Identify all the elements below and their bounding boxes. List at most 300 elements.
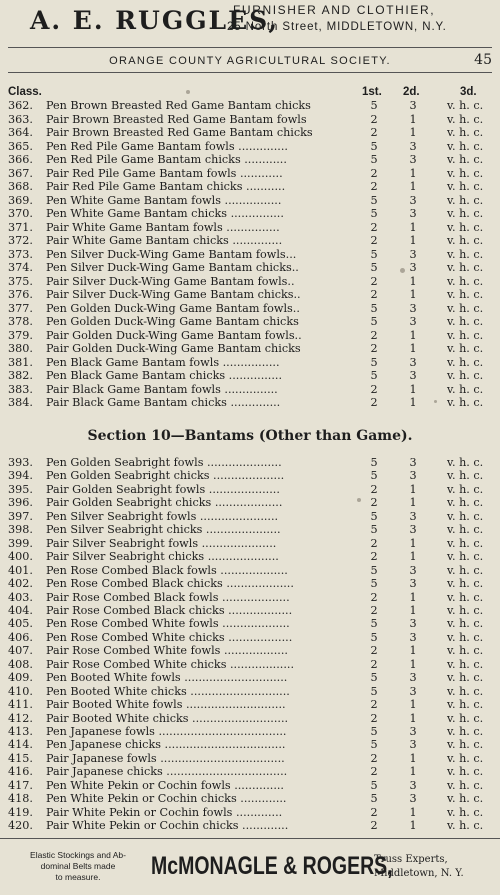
third-premium: v. h. c. [447,805,484,819]
footer-rule [0,838,500,839]
class-description: Pen White Pekin or Cochin fowls .............. [46,778,284,792]
second-premium: 3 [409,207,417,220]
second-premium: 3 [409,469,417,483]
class-number: 402. [8,577,33,591]
second-premium: 1 [409,536,417,550]
third-premium: v. h. c. [447,469,484,483]
class-entry-row [0,510,500,523]
third-premium: v. h. c. [447,617,484,631]
class-description: Pen Brown Breasted Red Game Bantam chicks [46,99,311,112]
first-premium: 2 [370,220,378,234]
first-premium: 2 [370,328,378,342]
third-premium: v. h. c. [447,657,484,671]
class-number: 408. [8,657,33,671]
class-description: Pair Rose Combed Black chicks .................. [46,603,293,617]
class-description: Pen White Pekin or Cochin chicks ............. [46,792,287,806]
third-premium: v. h. c. [447,369,484,382]
second-premium: 3 [409,738,417,752]
class-description: Pair Golden Seabright fowls .................... [46,482,280,496]
class-entry-row [0,369,500,382]
class-entry-row [0,564,500,577]
second-premium: 3 [409,247,417,261]
third-premium: v. h. c. [447,819,484,833]
second-premium: 3 [409,563,417,577]
footer-ad-left-line2: dominal Belts made [40,861,116,871]
first-premium: 5 [370,671,378,685]
class-entry-row [0,194,500,207]
class-number: 420. [8,819,33,833]
first-premium: 2 [370,805,378,819]
first-premium: 2 [370,126,378,139]
third-premium: v. h. c. [447,509,484,523]
third-premium: v. h. c. [447,778,484,792]
society-rule [8,72,492,73]
class-description: Pen Japanese chicks .................................. [46,738,286,752]
third-premium: v. h. c. [447,99,484,112]
second-premium: 1 [409,328,417,342]
class-entry-row [0,383,500,396]
class-entry-row [0,221,500,234]
first-premium: 2 [370,550,378,564]
class-description: Pair Rose Combed White chicks .................. [46,657,295,671]
advertiser-address: 25 North Street, MIDDLETOWN, N.Y. [227,21,447,33]
class-number: 368. [8,180,33,193]
third-premium: v. h. c. [447,644,484,658]
class-entry-row [0,342,500,355]
class-entry-row [0,126,500,139]
class-description: Pen Booted White chicks ............................ [46,684,290,698]
second-premium: 3 [409,139,417,153]
class-number: 411. [8,698,33,712]
third-premium: v. h. c. [447,711,484,725]
column-header-second: 2d. [403,86,420,98]
first-premium: 5 [370,523,378,537]
class-description: Pair Golden Seabright chicks ................... [46,496,283,510]
class-number: 373. [8,247,33,261]
first-premium: 2 [370,274,378,288]
ink-speck [400,268,405,273]
class-entry-row [0,113,500,126]
third-premium: v. h. c. [447,671,484,685]
footer-ad-left-line1: Elastic Stockings and Ab- [30,850,126,860]
second-premium: 1 [409,234,417,247]
first-premium: 5 [370,738,378,752]
class-entry-row [0,153,500,166]
second-premium: 1 [409,274,417,288]
second-premium: 3 [409,153,417,166]
third-premium: v. h. c. [447,765,484,779]
second-premium: 1 [409,180,417,193]
class-number: 364. [8,126,33,139]
second-premium: 1 [409,657,417,671]
first-premium: 5 [370,247,378,261]
class-description: Pair Black Game Bantam chicks .............. [46,396,281,409]
second-premium: 3 [409,630,417,644]
third-premium: v. h. c. [447,698,484,712]
class-number: 415. [8,751,33,765]
class-description: Pen Silver Duck-Wing Game Bantam chicks.. [46,261,299,274]
first-premium: 5 [370,261,378,274]
third-premium: v. h. c. [447,738,484,752]
third-premium: v. h. c. [447,496,484,510]
ink-speck [186,90,190,94]
first-premium: 2 [370,819,378,833]
third-premium: v. h. c. [447,603,484,617]
second-premium: 1 [409,765,417,779]
third-premium: v. h. c. [447,234,484,247]
first-premium: 2 [370,751,378,765]
class-number: 403. [8,590,33,604]
second-premium: 1 [409,396,417,409]
first-premium: 2 [370,536,378,550]
first-premium: 2 [370,644,378,658]
first-premium: 2 [370,288,378,301]
second-premium: 3 [409,523,417,537]
class-description: Pen White Game Bantam chicks ............... [46,207,284,220]
second-premium: 1 [409,550,417,564]
class-entry-row [0,356,500,369]
first-premium: 2 [370,342,378,355]
class-description: Pen Silver Seabright fowls ...................... [46,509,279,523]
ink-speck [434,400,437,403]
class-entry-row [0,275,500,288]
class-description: Pen Red Pile Game Bantam chicks ............ [46,153,287,166]
class-description: Pair Booted White fowls ............................ [46,698,286,712]
first-premium: 5 [370,369,378,382]
third-premium: v. h. c. [447,725,484,738]
third-premium: v. h. c. [447,193,484,207]
third-premium: v. h. c. [447,166,484,180]
class-entry-row [0,496,500,509]
class-entry-row [0,698,500,711]
first-premium: 5 [370,469,378,483]
first-premium: 5 [370,617,378,631]
class-entry-row [0,302,500,315]
class-description: Pen Red Pile Game Bantam fowls .............. [46,139,288,153]
class-description: Pen Golden Duck-Wing Game Bantam chicks [46,315,299,328]
class-entry-row [0,234,500,247]
class-number: 375. [8,274,33,288]
first-premium: 5 [370,630,378,644]
class-entry-row [0,396,500,409]
class-entry-row [0,523,500,536]
class-description: Pen Black Game Bantam chicks ............... [46,369,283,382]
class-entry-row [0,315,500,328]
third-premium: v. h. c. [447,288,484,301]
column-header-first: 1st. [362,86,382,98]
class-number: 372. [8,234,33,247]
first-premium: 5 [370,355,378,369]
class-entry-row [0,685,500,698]
class-number: 383. [8,382,33,396]
second-premium: 3 [409,369,417,382]
second-premium: 1 [409,711,417,725]
class-entry-row [0,99,500,112]
third-premium: v. h. c. [447,315,484,328]
second-premium: 3 [409,509,417,523]
class-number: 370. [8,207,33,220]
class-number: 395. [8,482,33,496]
first-premium: 2 [370,382,378,396]
society-title: ORANGE COUNTY AGRICULTURAL SOCIETY. [109,55,391,67]
first-premium: 2 [370,698,378,712]
class-description: Pair Booted White chicks ........................... [46,711,289,725]
first-premium: 5 [370,684,378,698]
class-number: 376. [8,288,33,301]
third-premium: v. h. c. [447,153,484,166]
class-description: Pair Silver Seabright chicks .................... [46,550,279,564]
second-premium: 1 [409,819,417,833]
column-header-class: Class. [8,86,42,98]
class-description: Pair Japanese fowls ................................... [46,751,285,765]
third-premium: v. h. c. [447,301,484,315]
class-entry-row [0,207,500,220]
ink-speck [357,498,361,502]
third-premium: v. h. c. [447,382,484,396]
second-premium: 1 [409,126,417,139]
third-premium: v. h. c. [447,456,484,469]
class-number: 410. [8,684,33,698]
third-premium: v. h. c. [447,207,484,220]
second-premium: 3 [409,99,417,112]
footer-ad-right-line1: Truss Experts, [374,854,448,865]
third-premium: v. h. c. [447,328,484,342]
first-premium: 2 [370,482,378,496]
second-premium: 1 [409,220,417,234]
first-premium: 2 [370,396,378,409]
third-premium: v. h. c. [447,550,484,564]
second-premium: 1 [409,288,417,301]
class-description: Pen Rose Combed Black chicks ................... [46,577,294,591]
class-entry-row [0,483,500,496]
class-description: Pen Rose Combed Black fowls ................... [46,563,288,577]
class-number: 405. [8,617,33,631]
class-entry-row [0,577,500,590]
first-premium: 2 [370,765,378,779]
class-entry-row [0,550,500,563]
class-entry-row [0,288,500,301]
class-description: Pair Silver Duck-Wing Game Bantam chicks.. [46,288,301,301]
class-entry-row [0,604,500,617]
first-premium: 5 [370,301,378,315]
third-premium: v. h. c. [447,180,484,193]
class-number: 396. [8,496,33,510]
second-premium: 1 [409,590,417,604]
second-premium: 1 [409,751,417,765]
third-premium: v. h. c. [447,563,484,577]
second-premium: 1 [409,603,417,617]
class-entry-row [0,261,500,274]
class-entry-row [0,631,500,644]
class-number: 379. [8,328,33,342]
footer-ad-left-line3: to measure. [55,872,101,882]
third-premium: v. h. c. [447,751,484,765]
class-description: Pair White Pekin or Cochin fowls ............. [46,805,283,819]
second-premium: 1 [409,342,417,355]
class-description: Pair White Pekin or Cochin chicks ............. [46,819,289,833]
third-premium: v. h. c. [447,220,484,234]
class-number: 394. [8,469,33,483]
second-premium: 3 [409,261,417,274]
advertiser-name: A. E. RUGGLES, [30,6,280,35]
first-premium: 5 [370,577,378,591]
second-premium: 1 [409,805,417,819]
second-premium: 1 [409,112,417,126]
first-premium: 2 [370,166,378,180]
second-premium: 3 [409,315,417,328]
class-number: 374. [8,261,33,274]
class-number: 401. [8,563,33,577]
class-number: 377. [8,301,33,315]
second-premium: 3 [409,301,417,315]
class-entry-row [0,537,500,550]
class-entry-row [0,644,500,657]
class-number: 416. [8,765,33,779]
third-premium: v. h. c. [447,247,484,261]
first-premium: 5 [370,139,378,153]
class-description: Pen Silver Seabright chicks ..................... [46,523,281,537]
class-description: Pair Golden Duck-Wing Game Bantam fowls.. [46,328,302,342]
class-description: Pen Japanese fowls .................................... [46,725,287,738]
class-number: 362. [8,99,33,112]
first-premium: 5 [370,725,378,738]
first-premium: 5 [370,509,378,523]
second-premium: 3 [409,617,417,631]
first-premium: 2 [370,603,378,617]
class-entry-row [0,819,500,832]
second-premium: 1 [409,482,417,496]
class-number: 412. [8,711,33,725]
class-number: 398. [8,523,33,537]
class-description: Pen Golden Seabright fowls ..................... [46,456,282,469]
third-premium: v. h. c. [447,126,484,139]
first-premium: 5 [370,778,378,792]
first-premium: 5 [370,792,378,806]
first-premium: 5 [370,207,378,220]
class-entry-row [0,658,500,671]
class-description: Pair Silver Seabright fowls ..................... [46,536,277,550]
third-premium: v. h. c. [447,590,484,604]
class-description: Pair White Game Bantam fowls ............... [46,220,280,234]
second-premium: 1 [409,496,417,510]
first-premium: 5 [370,193,378,207]
class-description: Pen Booted White fowls ............................. [46,671,288,685]
class-number: 399. [8,536,33,550]
first-premium: 5 [370,315,378,328]
class-description: Pen Silver Duck-Wing Game Bantam fowls... [46,247,297,261]
class-entry-row [0,469,500,482]
class-description: Pen Rose Combed White chicks .................. [46,630,293,644]
class-entry-row [0,765,500,778]
footer-ad-firm: McMONAGLE & ROGERS, [151,852,393,880]
first-premium: 5 [370,99,378,112]
section-heading: Section 10—Bantams (Other than Game). [87,428,413,444]
class-entry-row [0,167,500,180]
third-premium: v. h. c. [447,482,484,496]
first-premium: 2 [370,590,378,604]
class-entry-row [0,738,500,751]
class-entry-row [0,671,500,684]
footer-ad-right-line2: Middletown, N. Y. [374,868,464,879]
class-description: Pen Golden Seabright chicks .................... [46,469,285,483]
class-description: Pair Golden Duck-Wing Game Bantam chicks [46,342,301,355]
third-premium: v. h. c. [447,274,484,288]
class-number: 418. [8,792,33,806]
third-premium: v. h. c. [447,355,484,369]
third-premium: v. h. c. [447,261,484,274]
class-number: 369. [8,193,33,207]
class-description: Pair Brown Breasted Red Game Bantam fowls [46,112,307,126]
class-description: Pair Japanese chicks .................................. [46,765,288,779]
class-entry-row [0,329,500,342]
column-header-third: 3d. [460,86,477,98]
class-description: Pen White Game Bantam fowls ................ [46,193,282,207]
class-entry-row [0,248,500,261]
third-premium: v. h. c. [447,792,484,806]
class-description: Pair Red Pile Game Bantam fowls ............ [46,166,283,180]
class-number: 367. [8,166,33,180]
footer-ad-right [374,853,494,881]
class-entry-row [0,752,500,765]
class-number: 413. [8,725,33,738]
first-premium: 2 [370,657,378,671]
page-number: 45 [474,52,492,68]
class-entry-row [0,617,500,630]
third-premium: v. h. c. [447,396,484,409]
first-premium: 5 [370,153,378,166]
third-premium: v. h. c. [447,342,484,355]
header-rule [8,47,492,48]
class-number: 400. [8,550,33,564]
second-premium: 3 [409,725,417,738]
class-number: 397. [8,509,33,523]
footer-advertisement [0,840,500,895]
second-premium: 1 [409,698,417,712]
class-number: 393. [8,456,33,469]
class-number: 417. [8,778,33,792]
class-number: 384. [8,396,33,409]
first-premium: 2 [370,112,378,126]
class-number: 419. [8,805,33,819]
class-number: 380. [8,342,33,355]
second-premium: 3 [409,671,417,685]
second-premium: 3 [409,792,417,806]
first-premium: 2 [370,711,378,725]
second-premium: 1 [409,644,417,658]
class-entry-row [0,712,500,725]
first-premium: 2 [370,234,378,247]
class-number: 363. [8,112,33,126]
first-premium: 5 [370,456,378,469]
third-premium: v. h. c. [447,630,484,644]
class-entry-row [0,456,500,469]
class-number: 406. [8,630,33,644]
class-number: 371. [8,220,33,234]
class-description: Pen Golden Duck-Wing Game Bantam fowls.. [46,301,300,315]
class-description: Pair Rose Combed White fowls .................. [46,644,288,658]
class-entry-row [0,591,500,604]
third-premium: v. h. c. [447,112,484,126]
first-premium: 2 [370,180,378,193]
third-premium: v. h. c. [447,523,484,537]
first-premium: 2 [370,496,378,510]
class-number: 365. [8,139,33,153]
footer-ad-left [14,850,142,883]
class-entry-row [0,779,500,792]
class-description: Pen Black Game Bantam fowls ................ [46,355,280,369]
class-description: Pair Rose Combed Black fowls ................... [46,590,290,604]
class-entry-row [0,140,500,153]
